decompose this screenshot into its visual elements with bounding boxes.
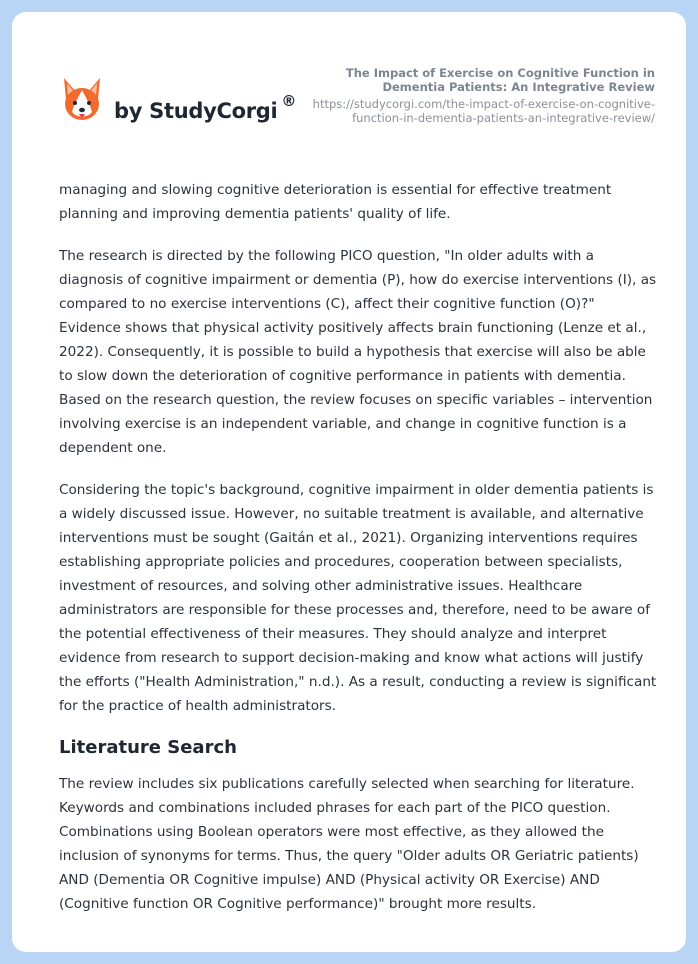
document-meta [285, 66, 655, 125]
document-url[interactable]: https://studycorgi.com/the-impact-of-exercise-on-cognitive-function-in-dementia-patients-an-integrative-review/ [312, 97, 655, 125]
brand-name [114, 92, 297, 123]
brand-text: by StudyCorgi [114, 99, 278, 123]
studycorgi-logo[interactable] [60, 76, 310, 126]
paragraph-1: managing and slowing cognitive deterioration is essential for effective treatment planning and improving dementia patients' quality of life. [59, 182, 612, 222]
paragraph-3: Considering the topic's background, cognitive impairment in older dementia patients is a widely discussed issue. However, no suitable treatment is available, and alternative interventions must be sought (Gaitán et al., 2021). Organizing interventions requires establishing appropriate policies and procedures, cooperation between specialists, investment of resources, and solving other administrative issues. Healthcare administrators are responsible for these processes and, therefore, need to be aware of the potential effectiveness of their measures. They should analyze and interpret evidence from research to support decision-making and know what actions will justify the efforts ("Health Administration," n.d.). As a result, conducting a review is significant for the practice of health administrators. [59, 482, 657, 714]
paragraph-4: The review includes six publications carefully selected when searching for literature. Keywords and combinations included phrases for each part of the PICO question. Combinations using Boolean operators were most effective, as they allowed the inclusion of synonyms for terms. Thus, the query "Older adults OR Geriatric patients) AND (Dementia OR Cognitive impulse) AND (Physical activity OR Exercise) AND (Cognitive function OR Cognitive performance)" brought more results. [59, 776, 639, 912]
paragraph-2: The research is directed by the following PICO question, "In older adults with a diagnosis of cognitive impairment or dementia (P), how do exercise interventions (I), as compared to no exercise interventions (C), affect their cognitive function (O)?" Evidence shows that physical activity positively affects brain functioning (Lenze et al., 2022). Consequently, it is possible to build a hypothesis that exercise will also be able to slow down the deterioration of cognitive performance in patients with dementia. Based on the research question, the review focuses on specific variables – intervention involving exercise is an independent variable, and change in cognitive function is a dependent one. [59, 248, 657, 456]
section-heading-literature-search: Literature Search [59, 737, 237, 758]
registered-mark: ® [281, 92, 297, 110]
document-body [59, 178, 659, 934]
corgi-logo-icon [60, 76, 104, 126]
document-page [12, 12, 686, 952]
page-header [12, 12, 686, 162]
document-title: The Impact of Exercise on Cognitive Function in Dementia Patients: An Integrative Review [345, 66, 655, 94]
